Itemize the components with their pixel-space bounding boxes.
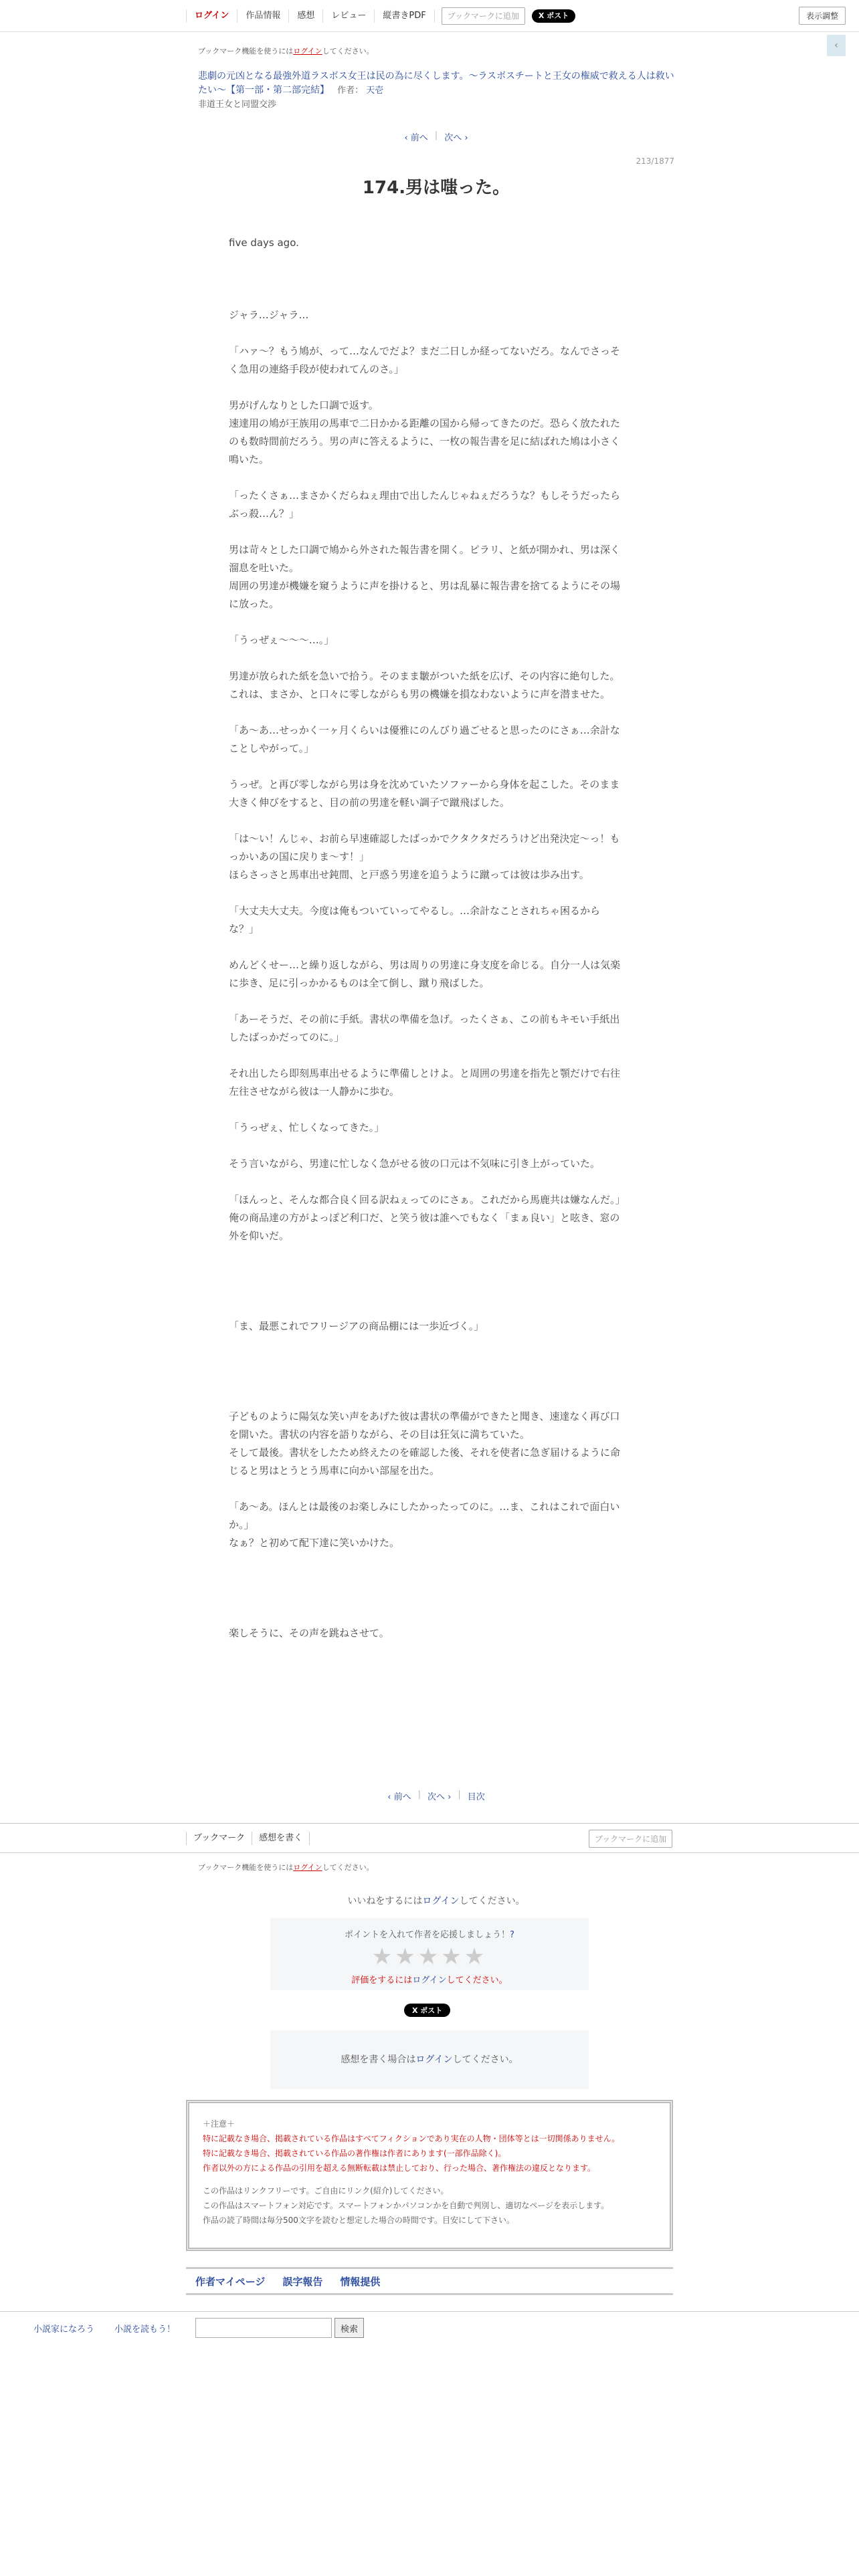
novel-paragraph [229,1101,625,1119]
novel-paragraph: 俺の商品達の方がよっぽど利口だ、と笑う彼は誰へでもなく「まぁ良い」と呟き、窓の外を仰いだ。 [229,1212,620,1242]
series-title-link[interactable]: 悲劇の元凶となる最強外道ラスボス女王は民の為に尽くします。〜ラスボスチートと王女の権威で救える人は救いたい〜【第一部・第二部完結】 [198,71,674,96]
novel-paragraph [229,1299,625,1317]
top-nav [186,7,575,25]
notice-red-line: 特に記載なき場合、掲載されている作品の著作権は作者にあります(一部作品除く)。 [203,2149,506,2158]
search-input[interactable] [195,2318,332,2338]
novel-paragraph: 「うっぜぇ〜〜〜…。」 [229,634,335,646]
like-login-note [198,1894,674,1907]
notice-box [186,2100,673,2251]
impression-note-suffix: してください。 [452,2054,518,2065]
bookmark-note-suffix: してください。 [322,1863,374,1872]
bookmark-note-prefix: ブックマーク機能を使うには [198,47,294,56]
author-name-link[interactable]: 天壱 [366,86,384,96]
novel-paragraph: 男がげんなりとした口調で返す。 [229,399,379,411]
search-form [195,2318,364,2338]
novel-paragraph [229,1281,625,1299]
chapter-group-title: 非道王女と同盟交渉 [198,100,277,110]
become-author-link[interactable]: 小説家になろう [33,2324,95,2335]
novel-paragraph [229,1372,625,1390]
novel-paragraph: 「ったくさぁ…まさかくだらねぇ理由で出したんじゃねぇだろうな？もしそうだったらぶっ殺…ん？」 [229,490,621,520]
pager-bottom [198,1790,674,1802]
bookmark-note-prefix: ブックマーク機能を使うには [198,1863,294,1872]
help-icon[interactable]: ? [510,1930,514,1940]
notice-red-line: 特に記載なき場合、掲載されている作品はすべてフィクションであり実在の人物・団体等とは一切関係ありません。 [203,2134,620,2143]
novel-paragraph: 速達用の鳩が王族用の馬車で二日かかる距離の国から帰ってきたのだ。恐らく放たれたのも数時間前だろう。男の声に答えるように、一枚の報告書を足に結ばれた鳩は小さく鳴いた。 [229,417,621,465]
rating-login-note [270,1973,589,1985]
bookmark-login-link-bottom[interactable]: ログイン [293,1863,322,1872]
novel-paragraph [229,1245,625,1263]
novel-paragraph: ジャラ…ジャラ… [229,309,309,321]
novel-paragraph: 男達が放られた紙を急いで拾う。そのまま皺がついた紙を広げ、その内容に絶句した。 [229,670,620,682]
novel-paragraph [229,1480,625,1498]
impression-note-prefix: 感想を書く場合は [341,2054,416,2065]
novel-paragraph [229,1137,625,1155]
novel-paragraph [229,288,625,306]
novel-paragraph [229,812,625,830]
pager-top [198,130,674,143]
pager-divider: | [434,130,438,140]
pager-divider: | [458,1790,461,1800]
series-header [198,70,674,110]
points-box [270,1918,589,1990]
review-link[interactable]: レビュー [323,9,375,23]
novel-paragraph [229,758,625,776]
chapter-title: 174.男は嗤った。 [362,178,510,198]
next-page-link[interactable]: 次へ › [444,133,468,143]
novel-paragraph: めんどくせー…と繰り返しながら、男は周りの男達に身支度を命じる。自分一人は気楽に歩き、足に引っかかるものは全て倒し、蹴り飛ばした。 [229,959,621,989]
add-bookmark-button[interactable]: ブックマークに追加 [442,7,525,25]
vertical-pdf-link[interactable]: 縦書きPDF [375,9,434,23]
novel-paragraph: ほらさっさと馬車出せ鈍間、と戸惑う男達を追うように蹴っては彼は歩み出す。 [229,869,589,881]
bookmark-login-link[interactable]: ログイン [293,47,322,56]
novel-paragraph [229,649,625,667]
novel-paragraph: これは、まさか、と口々に零しながらも男の機嫌を損なわないように声を潜ませた。 [229,688,611,700]
notice-gray-line: この作品はスマートフォン対応です。スマートフォンかパソコンかを自動で判別し、適切なページを表示します。 [203,2201,609,2210]
side-panel-arrow-icon[interactable]: ‹ [827,35,846,56]
notice-gray-line: この作品はリンクフリーです。ご自由にリンク(紹介)してください。 [203,2186,449,2195]
novel-paragraph [229,523,625,541]
novel-paragraph: そう言いながら、男達に忙しなく急がせる彼の口元は不気味に引き上がっていた。 [229,1158,601,1170]
novel-paragraph [229,938,625,956]
novel-paragraph [229,884,625,902]
novel-paragraph: 「は〜い！んじゃ、お前ら早速確認したばっかでクタクタだろうけど出発決定〜っ！もっかいあの国に戻りま〜す！」 [229,833,620,863]
points-title [270,1927,589,1940]
x-post-button-bottom[interactable]: X ポスト [404,2004,450,2017]
top-bar [0,0,859,32]
novel-paragraph: 「大丈夫大丈夫。今度は俺もついていってやるし。…余計なことされちゃ困るからな？」 [229,905,601,935]
rating-stars[interactable]: ★★★★★ [371,1943,488,1970]
notice-red-line: 作者以外の方による作品の引用を超える無断転載は禁止しており、行った場合、著作権法の違反となります。 [203,2163,596,2173]
tab-write-impression[interactable]: 感想を書く [252,1832,310,1845]
novel-paragraph [229,324,625,342]
toc-link[interactable]: 目次 [467,1792,485,1802]
pager-divider: | [417,1790,421,1800]
novel-paragraph: 「あーそうだ、その前に手紙。書状の準備を急げ。ったくさぁ、この前もキモい手紙出したばっかだってのに。」 [229,1013,620,1043]
novel-paragraph: うっぜ。と再び零しながら男は身を沈めていたソファーから身体を起こした。そのまま大きく伸びをすると、目の前の男達を軽い調子で蹴飛ばした。 [229,778,620,809]
novel-paragraph: five days ago. [229,237,299,249]
novel-paragraph [229,992,625,1010]
like-login-link[interactable]: ログイン [422,1896,460,1907]
novel-paragraph: 「ほんっと、そんな都合良く回る訳ねぇってのにさぁ。これだから馬鹿共は嫌なんだ。」 [229,1194,626,1206]
novel-paragraph [229,379,625,397]
work-info-link[interactable]: 作品情報 [237,9,289,23]
divider [0,1823,859,1824]
novel-paragraph: 楽しそうに、その声を跳ねさせて。 [229,1627,389,1639]
divider [0,2311,859,2312]
novel-paragraph: 「うっぜぇ、忙しくなってきた。」 [229,1121,385,1134]
rating-note-suffix: してください。 [446,1975,508,1985]
prev-page-link[interactable]: ‹ 前へ [404,133,428,143]
novel-paragraph: 「ハァ〜？もう鳩が、って…なんでだよ？まだ二日しか経ってないだろ。なんでさっそく急用の連絡手段が使われてんのさ。」 [229,345,621,375]
novel-paragraph [229,1335,625,1354]
info-provide-link[interactable]: 情報提供 [340,2275,381,2288]
bookmark-tab-bar [186,1826,310,1851]
novel-paragraph [229,1263,625,1281]
novel-paragraph [229,1047,625,1065]
points-title-text: ポイントを入れて作者を応援しましょう！ [345,1930,510,1940]
novel-paragraph [229,1606,625,1624]
novel-paragraph [229,469,625,487]
novel-paragraph: なぁ？と初めて配下達に笑いかけた。 [229,1537,400,1549]
x-post-button[interactable]: X ポスト [532,9,575,23]
novel-paragraph [229,704,625,722]
notice-gray-line: 作品の読了時間は毎分500文字を読むと想定した場合の時間です。目安にして下さい。 [203,2216,514,2225]
site-footer [33,2318,364,2338]
rating-note-prefix: 評価をするには [351,1975,413,1985]
footer-links [186,2267,673,2295]
novel-paragraph [229,1552,625,1570]
novel-body [229,234,625,1642]
typo-report-link[interactable]: 誤字報告 [282,2275,323,2288]
page-count: 213/1877 [636,156,674,166]
novel-paragraph [229,1588,625,1606]
read-novels-link[interactable]: 小説を読もう！ [114,2324,176,2335]
novel-paragraph [229,613,625,631]
like-note-suffix: してください。 [459,1896,525,1907]
novel-paragraph [229,1354,625,1372]
novel-paragraph: 子どものように陽気な笑い声をあげた彼は書状の準備ができたと聞き、速達なく再び口を開いた。書状の内容を語りながら、その目は狂気に満ちていた。 [229,1410,620,1440]
add-bookmark-button-bottom[interactable]: ブックマークに追加 [589,1830,672,1848]
novel-paragraph [229,252,625,270]
novel-paragraph [229,1173,625,1191]
impression-box [270,2030,589,2089]
novel-paragraph: 「ま、最悪これでフリージアの商品棚には一歩近づく。」 [229,1320,484,1332]
search-button[interactable]: 検索 [335,2318,364,2338]
tab-bookmark[interactable]: ブックマーク [186,1832,252,1845]
author-label: 作者： [337,86,364,96]
novel-paragraph: 男は苛々とした口調で鳩から外された報告書を開く。ピラリ、と紙が開かれ、男は深く溜息を吐いた。 [229,544,620,574]
novel-paragraph: それ出したら即刻馬車出せるように準備しとけよ。と周囲の男達を指先と顎だけで右往左往させながら彼は一人静かに歩む。 [229,1067,621,1097]
novel-paragraph [229,1390,625,1408]
bookmark-login-note [198,45,674,56]
novel-paragraph: 周囲の男達が機嫌を窺うように声を掛けると、男は乱暴に報告書を捨てるようにその場に放った。 [229,580,621,610]
novel-paragraph [229,270,625,288]
impressions-link[interactable]: 感想 [289,9,323,23]
impression-login-link[interactable]: ログイン [415,2054,453,2065]
novel-paragraph: 「あ〜あ…せっかく一ヶ月くらいは優雅にのんびり過ごせると思ったのにさぁ…余計なことしやがって。」 [229,724,620,754]
login-link[interactable]: ログイン [186,9,237,23]
novel-paragraph: そして最後。書状をしたため終えたのを確認した後、それを使者に急ぎ届けるように命じると男はとうとう馬車に向かい部屋を出た。 [229,1446,621,1477]
bookmark-login-note-bottom [198,1862,674,1872]
display-settings-button[interactable]: 表示調整 [799,7,846,25]
novel-paragraph [229,1570,625,1588]
rating-login-link[interactable]: ログイン [412,1975,447,1985]
prev-page-link-bottom[interactable]: ‹ 前へ [387,1792,411,1802]
notice-title: ＋注意＋ [203,2119,235,2129]
author-mypage-link[interactable]: 作者マイページ [195,2275,266,2288]
next-page-link-bottom[interactable]: 次へ › [427,1792,452,1802]
bookmark-note-suffix: してください。 [322,47,374,56]
like-note-prefix: いいねをするには [347,1896,423,1907]
divider [0,1852,859,1853]
novel-paragraph: 「あ〜あ。ほんとは最後のお楽しみにしたかったってのに。…ま、これはこれで面白いか。」 [229,1501,620,1531]
